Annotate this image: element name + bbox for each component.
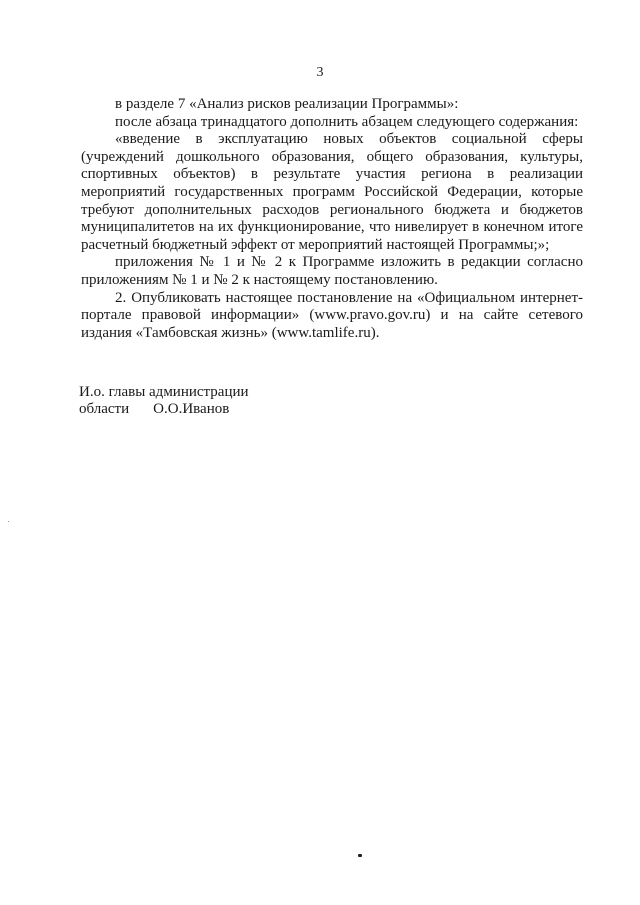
appendices-paragraph: приложения № 1 и № 2 к Программе изложить в редакции согласно приложениям № 1 и № 2 к настоящему постановлению. [81, 254, 583, 288]
quoted-amendment-paragraph: «введение в эксплуатацию новых объектов социальной сферы (учреждений дошкольного образования, общего образования, культуры, спортивных объектов) в результате участия региона в реализации мероприятий государственных программ Российской Федерации, которые требуют дополнительных расходов регионального бюджета и бюджетов муниципалитетов на их функционирование, что нивелирует в конечном итоге расчетный бюджетный эффект от мероприятий настоящей Программы;»; [81, 131, 583, 253]
section-heading-paragraph: в разделе 7 «Анализ рисков реализации Программы»: [115, 96, 459, 112]
scan-artifact-mark [8, 521, 9, 522]
scan-artifact-dot [358, 854, 362, 857]
signatory-name: О.О.Иванов [153, 401, 230, 417]
signatory-position: И.о. главы администрации [79, 384, 249, 400]
signature-block [79, 384, 249, 418]
document-body [81, 96, 583, 342]
signatory-line [79, 401, 249, 418]
page-number: 3 [316, 65, 324, 80]
signatory-region: области [79, 401, 130, 417]
publication-paragraph: 2. Опубликовать настоящее постановление на «Официальном интернет-портале правовой информации» (www.pravo.gov.ru) и на сайте сетевого издания «Тамбовская жизнь» (www.tamlife.ru). [81, 289, 583, 341]
after-paragraph-instruction: после абзаца тринадцатого дополнить абзацем следующего содержания: [115, 113, 579, 130]
